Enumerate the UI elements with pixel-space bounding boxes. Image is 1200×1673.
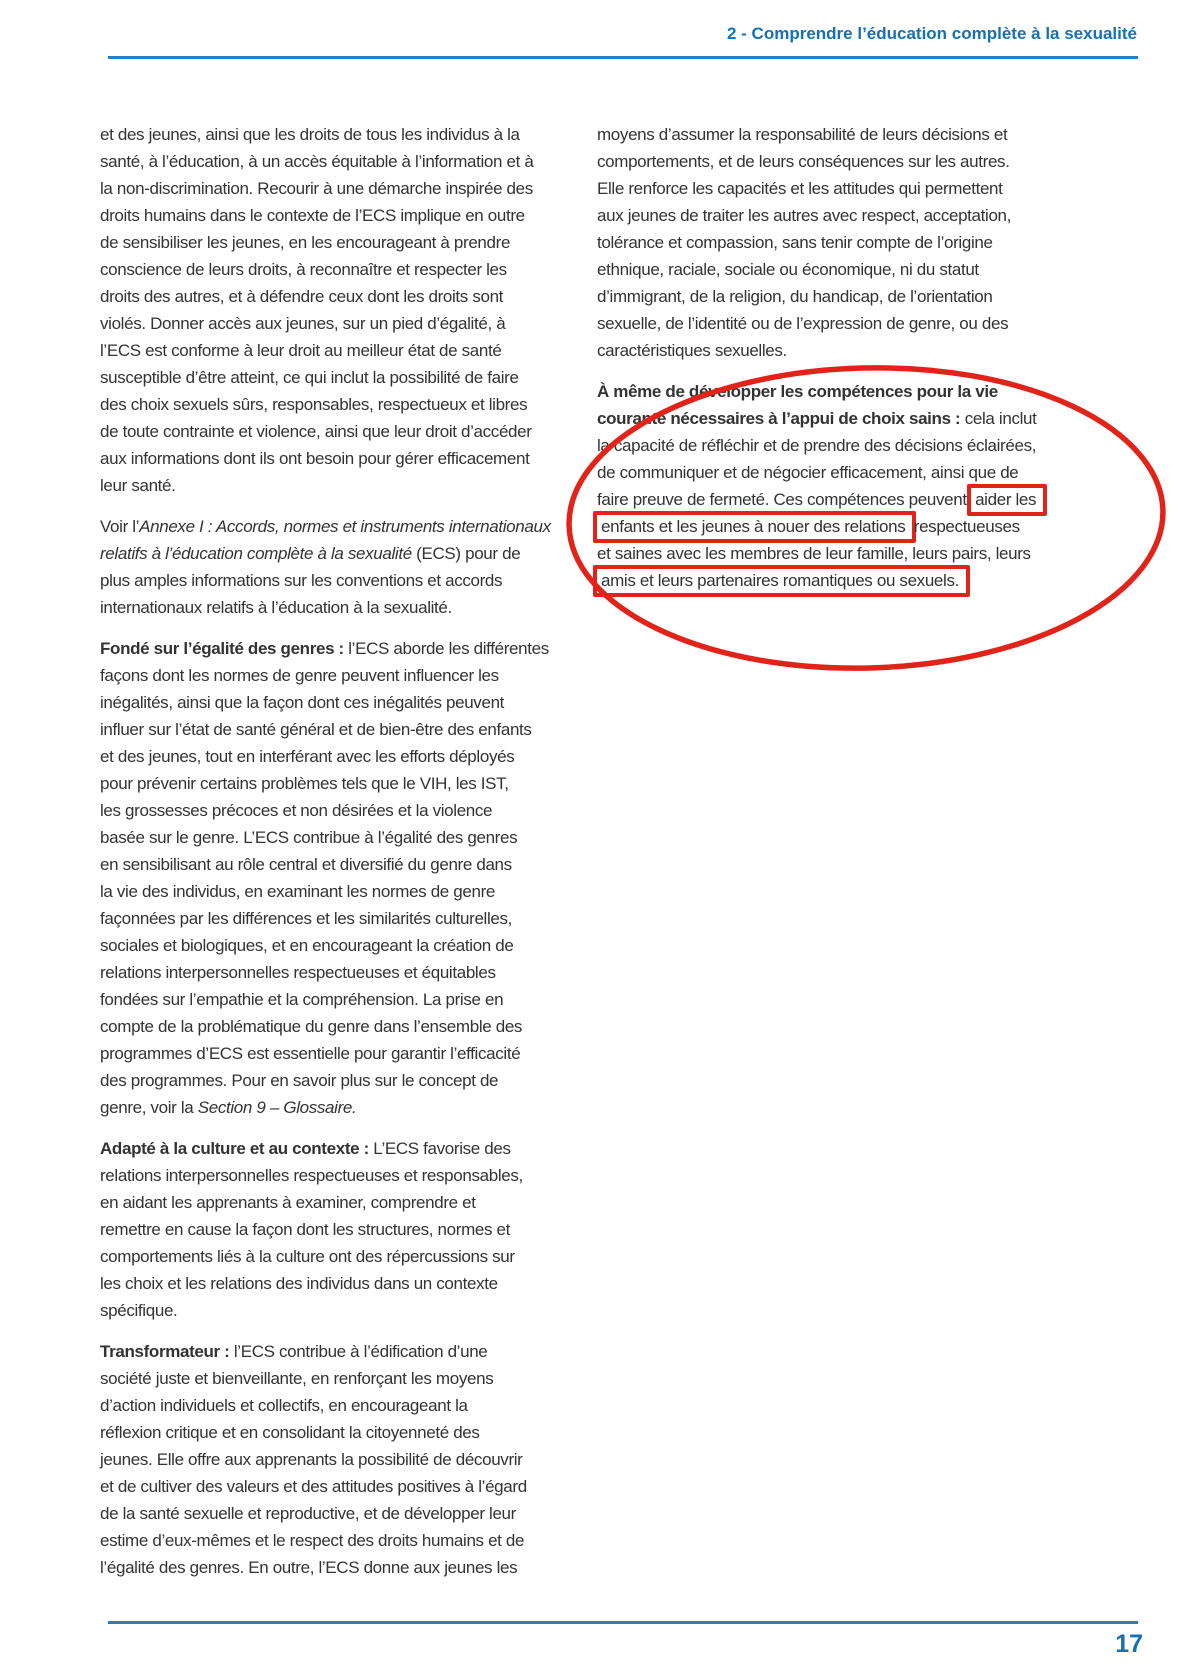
text-line bbox=[100, 1270, 580, 1297]
red-box-annotation: aider les bbox=[967, 484, 1047, 516]
text-segment: de la santé sexuelle et reproductive, et de développer leur bbox=[100, 1504, 516, 1523]
text-segment: estime d’eux-mêmes et le respect des droits humains et de bbox=[100, 1531, 525, 1550]
text-segment: aux informations dont ils ont besoin pour gérer efficacement bbox=[100, 449, 530, 468]
text-segment: et des jeunes, tout en interférant avec les efforts déployés bbox=[100, 747, 515, 766]
text-segment: À même de développer les compétences pour la vie bbox=[597, 382, 998, 401]
text-line bbox=[100, 1216, 580, 1243]
text-line bbox=[100, 959, 580, 986]
text-segment: caractéristiques sexuelles. bbox=[597, 341, 787, 360]
text-line bbox=[100, 445, 580, 472]
text-segment: compte de la problématique du genre dans l’ensemble des bbox=[100, 1017, 523, 1036]
text-segment: façons dont les normes de genre peuvent influencer les bbox=[100, 666, 499, 685]
text-segment: Transformateur : bbox=[100, 1342, 234, 1361]
text-segment: jeunes. Elle offre aux apprenants la possibilité de découvrir bbox=[100, 1450, 523, 1469]
text-line bbox=[100, 1392, 580, 1419]
text-line bbox=[597, 540, 1112, 567]
text-segment: Elle renforce les capacités et les attitudes qui permettent bbox=[597, 179, 1003, 198]
text-segment: aux jeunes de traiter les autres avec respect, acceptation, bbox=[597, 206, 1012, 225]
text-line bbox=[597, 459, 1112, 486]
text-line bbox=[100, 175, 580, 202]
text-segment: réflexion critique et en consolidant la citoyenneté des bbox=[100, 1423, 480, 1442]
text-line bbox=[100, 283, 580, 310]
text-line bbox=[100, 851, 580, 878]
text-line bbox=[100, 986, 580, 1013]
text-line bbox=[597, 121, 1112, 148]
text-segment: santé, à l’éducation, à un accès équitable à l’information et à bbox=[100, 152, 534, 171]
text-line bbox=[100, 540, 580, 567]
red-box-annotation: amis et leurs partenaires romantiques ou sexuels. bbox=[593, 565, 970, 597]
text-segment: société juste et bienveillante, en renforçant les moyens bbox=[100, 1369, 494, 1388]
text-segment: violés. Donner accès aux jeunes, sur un pied d’égalité, à bbox=[100, 314, 506, 333]
text-line bbox=[597, 310, 1112, 337]
text-segment: respectueuses bbox=[909, 517, 1020, 536]
text-segment: susceptible d’être atteint, ce qui inclut la possibilité de faire bbox=[100, 368, 519, 387]
text-segment: comportements, et de leurs conséquences sur les autres. bbox=[597, 152, 1010, 171]
text-segment: internationaux relatifs à l’éducation à la sexualité. bbox=[100, 598, 452, 617]
text-line bbox=[100, 391, 580, 418]
text-line bbox=[100, 824, 580, 851]
text-line bbox=[100, 905, 580, 932]
text-segment: de sensibiliser les jeunes, en les encourageant à prendre bbox=[100, 233, 511, 252]
text-line bbox=[597, 283, 1112, 310]
text-line bbox=[100, 418, 580, 445]
text-line bbox=[100, 1500, 580, 1527]
text-segment: de communiquer et de négocier efficacement, ainsi que de bbox=[597, 463, 1019, 482]
text-line bbox=[100, 743, 580, 770]
text-segment: remettre en cause la façon dont les structures, normes et bbox=[100, 1220, 510, 1239]
text-segment: et saines avec les membres de leur famille, leurs pairs, leurs bbox=[597, 544, 1031, 563]
text-line bbox=[100, 1365, 580, 1392]
text-line bbox=[100, 229, 580, 256]
text-segment: façonnées par les différences et les similarités culturelles, bbox=[100, 909, 513, 928]
text-segment: leur santé. bbox=[100, 476, 176, 495]
text-segment: Section 9 – Glossaire. bbox=[197, 1098, 357, 1117]
text-segment: sociales et biologiques, et en encourageant la création de bbox=[100, 936, 514, 955]
text-segment: des programmes. Pour en savoir plus sur le concept de bbox=[100, 1071, 499, 1090]
text-segment: inégalités, ainsi que la façon dont ces inégalités peuvent bbox=[100, 693, 505, 712]
text-segment: sexuelle, de l’identité ou de l’expression de genre, ou des bbox=[597, 314, 1009, 333]
text-line bbox=[100, 513, 580, 540]
text-line bbox=[100, 337, 580, 364]
text-segment: relations interpersonnelles respectueuses et responsables, bbox=[100, 1166, 523, 1185]
text-line bbox=[100, 594, 580, 621]
text-line bbox=[100, 689, 580, 716]
text-segment: droits des autres, et à défendre ceux dont les droits sont bbox=[100, 287, 504, 306]
text-segment: Fondé sur l’égalité des genres : bbox=[100, 639, 349, 658]
text-line bbox=[597, 148, 1112, 175]
right-text-column bbox=[597, 121, 1112, 608]
paragraph bbox=[100, 121, 580, 499]
text-line bbox=[100, 1162, 580, 1189]
text-line bbox=[100, 1446, 580, 1473]
text-segment: relations interpersonnelles respectueuses et équitables bbox=[100, 963, 496, 982]
text-line bbox=[100, 1297, 580, 1324]
text-line bbox=[100, 1189, 580, 1216]
left-text-column bbox=[100, 121, 580, 1595]
text-segment: pour prévenir certains problèmes tels que le VIH, les IST, bbox=[100, 774, 509, 793]
text-line bbox=[100, 1013, 580, 1040]
text-segment: en aidant les apprenants à examiner, comprendre et bbox=[100, 1193, 476, 1212]
text-segment: des choix sexuels sûrs, responsables, respectueux et libres bbox=[100, 395, 528, 414]
text-line bbox=[597, 229, 1112, 256]
red-box-annotation: enfants et les jeunes à nouer des relations bbox=[593, 511, 916, 543]
text-segment: faire preuve de fermeté. Ces compétences peuvent bbox=[597, 490, 972, 509]
text-segment: influer sur l’état de santé général et de bien-être des enfants bbox=[100, 720, 532, 739]
paragraph bbox=[100, 513, 580, 621]
text-segment: courante nécessaires à l’appui de choix sains : bbox=[597, 409, 965, 428]
text-segment: de toute contrainte et violence, ainsi que leur droit d’accéder bbox=[100, 422, 532, 441]
text-line bbox=[100, 1135, 580, 1162]
text-segment: et des jeunes, ainsi que les droits de tous les individus à la bbox=[100, 125, 520, 144]
text-line bbox=[597, 256, 1112, 283]
text-segment: cela inclut bbox=[964, 409, 1037, 428]
text-line bbox=[100, 1040, 580, 1067]
text-line bbox=[597, 378, 1112, 405]
paragraph bbox=[100, 1135, 580, 1324]
text-line bbox=[597, 486, 1112, 513]
text-line bbox=[597, 513, 1112, 540]
paragraph bbox=[597, 378, 1112, 594]
text-segment: la non-discrimination. Recourir à une démarche inspirée des bbox=[100, 179, 533, 198]
text-segment: droits humains dans le contexte de l’ECS implique en outre bbox=[100, 206, 525, 225]
text-segment: Adapté à la culture et au contexte : bbox=[100, 1139, 374, 1158]
text-line bbox=[100, 662, 580, 689]
text-line bbox=[100, 1473, 580, 1500]
header-rule bbox=[108, 56, 1138, 59]
text-segment: L’ECS favorise des bbox=[373, 1139, 511, 1158]
text-segment: et de cultiver des valeurs et des attitudes positives à l’égard bbox=[100, 1477, 527, 1496]
text-segment: l’ECS contribue à l’édification d’une bbox=[233, 1342, 488, 1361]
text-line bbox=[100, 878, 580, 905]
paragraph bbox=[100, 1338, 580, 1581]
text-line bbox=[100, 1554, 580, 1581]
footer-rule bbox=[108, 1621, 1138, 1624]
text-segment: conscience de leurs droits, à reconnaître et respecter les bbox=[100, 260, 507, 279]
text-segment: la capacité de réfléchir et de prendre des décisions éclairées, bbox=[597, 436, 1037, 455]
text-line bbox=[100, 1419, 580, 1446]
text-line bbox=[597, 432, 1112, 459]
text-line bbox=[100, 1243, 580, 1270]
text-segment: d’immigrant, de la religion, du handicap, de l’orientation bbox=[597, 287, 993, 306]
text-segment: en sensibilisant au rôle central et diversifié du genre dans bbox=[100, 855, 512, 874]
text-segment: tolérance et compassion, sans tenir compte de l’origine bbox=[597, 233, 993, 252]
text-line bbox=[100, 148, 580, 175]
text-segment: moyens d’assumer la responsabilité de leurs décisions et bbox=[597, 125, 1008, 144]
text-line bbox=[100, 1094, 580, 1121]
text-segment: ethnique, raciale, sociale ou économique, ni du statut bbox=[597, 260, 979, 279]
text-line bbox=[100, 635, 580, 662]
text-line bbox=[100, 364, 580, 391]
text-segment: Annexe I : Accords, normes et instruments internationaux bbox=[139, 517, 551, 536]
text-segment: la vie des individus, en examinant les normes de genre bbox=[100, 882, 496, 901]
text-segment: (ECS) pour de bbox=[411, 544, 521, 563]
text-line bbox=[100, 1338, 580, 1365]
text-line bbox=[100, 310, 580, 337]
text-segment: programmes d’ECS est essentielle pour garantir l’efficacité bbox=[100, 1044, 521, 1063]
text-segment: spécifique. bbox=[100, 1301, 178, 1320]
text-line bbox=[597, 202, 1112, 229]
text-segment: relatifs à l’éducation complète à la sexualité bbox=[100, 544, 412, 563]
paragraph bbox=[597, 121, 1112, 364]
text-line bbox=[100, 797, 580, 824]
text-segment: plus amples informations sur les conventions et accords bbox=[100, 571, 503, 590]
text-segment: Voir l’ bbox=[100, 517, 140, 536]
text-line bbox=[100, 202, 580, 229]
text-line bbox=[100, 256, 580, 283]
text-segment: l’ECS est conforme à leur droit au meilleur état de santé bbox=[100, 341, 502, 360]
text-line bbox=[100, 716, 580, 743]
page-number: 17 bbox=[1115, 1630, 1143, 1658]
text-line bbox=[597, 175, 1112, 202]
text-line bbox=[597, 567, 1112, 594]
text-segment: les choix et les relations des individus dans un contexte bbox=[100, 1274, 498, 1293]
text-segment: d’action individuels et collectifs, en encourageant la bbox=[100, 1396, 468, 1415]
text-line bbox=[100, 567, 580, 594]
text-segment: fondées sur l’empathie et la compréhension. La prise en bbox=[100, 990, 504, 1009]
text-line bbox=[100, 932, 580, 959]
text-segment: l’égalité des genres. En outre, l’ECS donne aux jeunes les bbox=[100, 1558, 518, 1577]
text-line bbox=[100, 1527, 580, 1554]
text-segment: l’ECS aborde les différentes bbox=[348, 639, 549, 658]
page-header-title: 2 - Comprendre l’éducation complète à la sexualité bbox=[726, 24, 1137, 43]
text-line bbox=[597, 405, 1112, 432]
text-segment: genre, voir la bbox=[100, 1098, 198, 1117]
text-line bbox=[100, 770, 580, 797]
text-line bbox=[597, 337, 1112, 364]
text-line bbox=[100, 1067, 580, 1094]
text-segment: comportements liés à la culture ont des répercussions sur bbox=[100, 1247, 515, 1266]
text-segment: les grossesses précoces et non désirées et la violence bbox=[100, 801, 493, 820]
text-line bbox=[100, 472, 580, 499]
text-line bbox=[100, 121, 580, 148]
text-segment: basée sur le genre. L’ECS contribue à l’égalité des genres bbox=[100, 828, 518, 847]
paragraph bbox=[100, 635, 580, 1121]
